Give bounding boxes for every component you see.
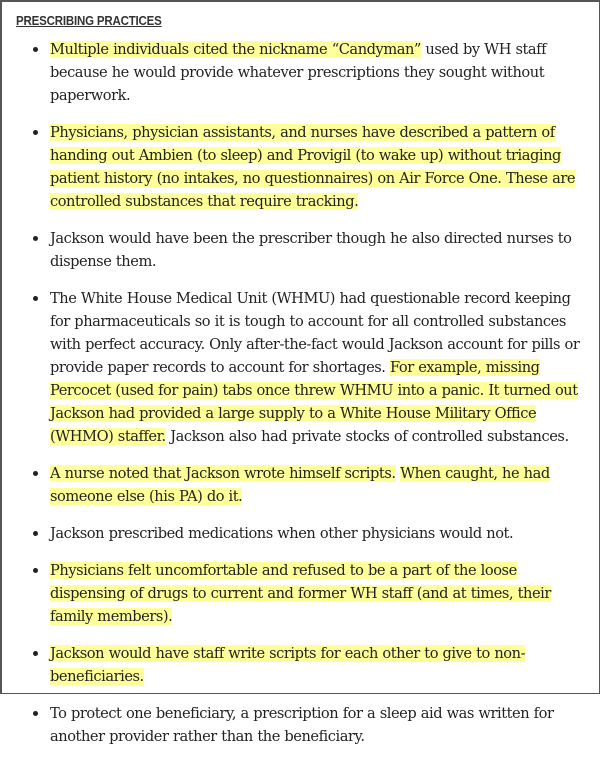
list-item [22,38,592,107]
list-item [22,702,592,748]
highlighted-text: Multiple individuals cited the nickname “Candyman” [50,41,421,58]
body-text: To protect one beneficiary, a prescription for a sleep aid was written for another provider rather than the beneficiary. [50,705,554,745]
list-item [22,227,592,273]
list-item [22,121,592,213]
bullet-icon [33,130,38,135]
highlighted-text: Jackson would have staff write scripts for each other to give to non-beneficiaries. [50,645,526,685]
bullet-icon [33,471,38,476]
bullet-list [22,38,592,762]
bullet-icon [33,531,38,536]
list-item [22,559,592,628]
bullet-icon [33,568,38,573]
list-item [22,287,592,448]
highlighted-text: When caught, he had someone else (his PA) do it. [50,465,550,505]
body-text: Jackson prescribed medications when other physicians would not. [50,525,514,542]
bullet-icon [33,296,38,301]
highlighted-text: Physicians felt uncomfortable and refused to be a part of the loose dispensing of drugs to current and former WH staff (and at times, their family members). [50,562,551,625]
list-item [22,642,592,688]
body-text: Jackson would have been the prescriber though he also directed nurses to dispense them. [50,230,572,270]
list-item [22,522,592,545]
body-text: used by WH staff because he would provide whatever prescriptions they sought without paperwork. [50,41,547,104]
bullet-icon [33,236,38,241]
bullet-icon [33,651,38,656]
section-heading: PRESCRIBING PRACTICES [16,14,162,28]
highlighted-text: For example, missing Percocet (used for pain) tabs once threw WHMU into a panic. It turned out Jackson had provided a large supply to a White House Military Office (WHMO) staffer. [50,359,578,445]
body-text: Jackson also had private stocks of controlled substances. [165,428,569,445]
highlighted-text: A nurse noted that Jackson wrote himself scripts. [50,465,396,482]
body-text: The White House Medical Unit (WHMU) had questionable record keeping for pharmaceuticals so it is tough to account for all controlled substances with perfect accuracy. Only after-the-fact would Jackson account for pills or provide paper records to account for shortages. [50,290,580,376]
bullet-icon [33,47,38,52]
bullet-icon [33,711,38,716]
highlighted-text: Physicians, physician assistants, and nurses have described a pattern of handing out Ambien (to sleep) and Provigil (to wake up) without triaging patient history (no intakes, no questionnaires) on Air Force One. These are controlled substances that require tracking. [50,124,576,210]
list-item [22,462,592,508]
